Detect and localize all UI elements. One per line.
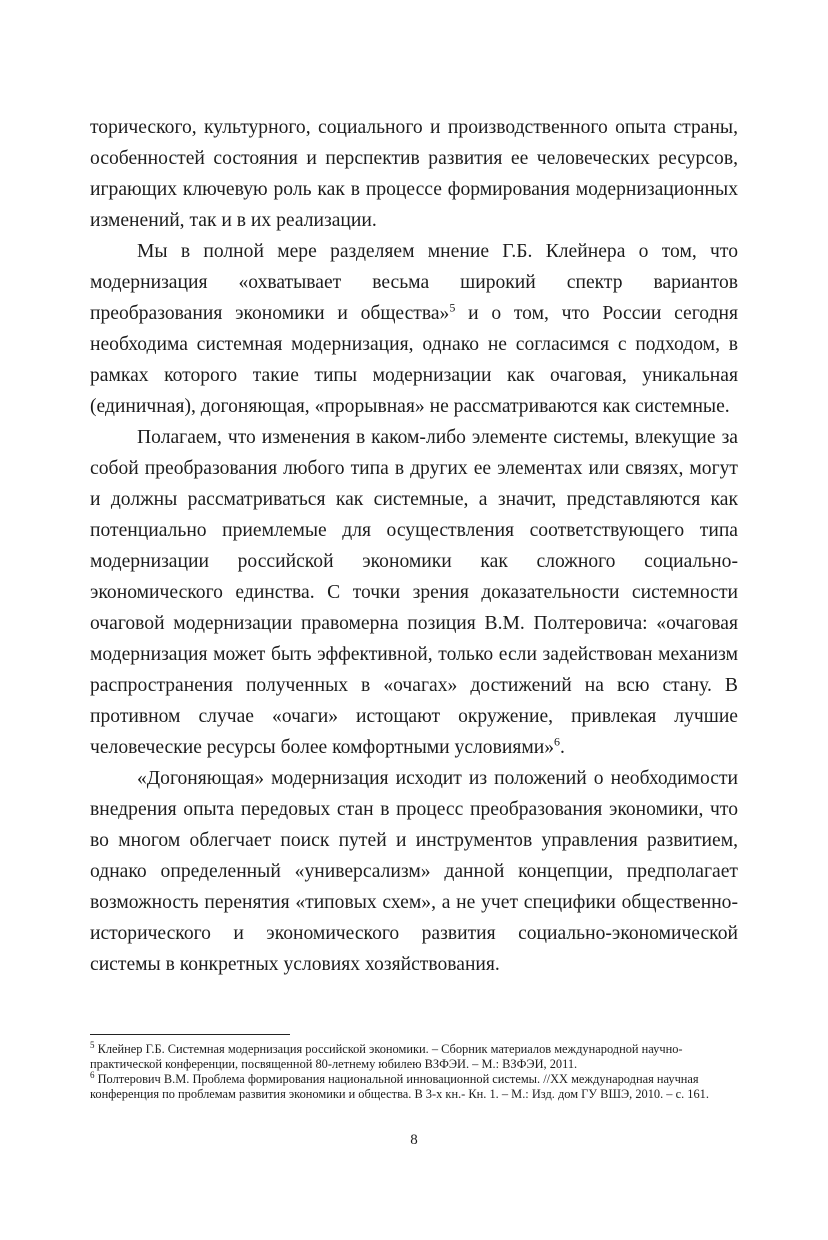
page-body xyxy=(90,112,738,980)
paragraph-2 xyxy=(90,236,738,422)
footnote-divider xyxy=(90,1034,290,1035)
paragraph-3 xyxy=(90,422,738,763)
footnote-6-number: 6 xyxy=(90,1069,95,1080)
footnote-5 xyxy=(90,1039,738,1072)
footnote-6 xyxy=(90,1069,738,1102)
page-number: 8 xyxy=(410,1132,418,1148)
paragraph-1-text: торического, культурного, социального и производственного опыта страны, особенностей состояния и перспектив развития ее человеческих ресурсов, играющих ключевую роль как в процессе формирования модернизационных изменений, так и в их реализации. xyxy=(90,117,738,231)
footnote-ref-6[interactable]: 6 xyxy=(554,734,561,749)
footnote-6-text: Полтерович В.М. Проблема формирования национальной инновационной системы. //XX международная научная конференция по проблемам развития экономики и общества. В 3-х кн.- Кн. 1. – М.: Изд. дом ГУ ВШЭ, 2010. – с. 161. xyxy=(90,1072,709,1101)
paragraph-1 xyxy=(90,112,738,236)
paragraph-3-text-after: . xyxy=(560,737,565,758)
paragraph-4-text: «Догоняющая» модернизация исходит из положений о необходимости внедрения опыта передовых стан в процесс преобразования экономики, что во многом облегчает поиск путей и инструментов управления развитием, однако определенный «универсализм» данной концепции, предполагает возможность перенятия «типовых схем», а не учет специфики общественно-исторического и экономического развития социально-экономической системы в конкретных условиях хозяйствования. xyxy=(90,768,738,975)
paragraph-3-text-before: Полагаем, что изменения в каком-либо элементе системы, влекущие за собой преобразования любого типа в других ее элементах или связях, могут и должны рассматриваться как системные, а значит, представляются как потенциально приемлемые для осуществления соответствующего типа модернизации российской экономики как сложного социально-экономического единства. С точки зрения доказательности системности очаговой модернизации правомерна позиция В.М. Полтеровича: «очаговая модернизация может быть эффективной, только если задействован механизм распространения полученных в «очагах» достижений на всю стану. В противном случае «очаги» истощают окружение, привлекая лучшие человеческие ресурсы более комфортными условиями» xyxy=(90,427,738,758)
footnote-5-text: Клейнер Г.Б. Системная модернизация российской экономики. – Сборник материалов международной научно-практической конференции, посвященной 80-летнему юбилею ВЗФЭИ. – М.: ВЗФЭИ, 2011. xyxy=(90,1042,683,1071)
footnote-5-number: 5 xyxy=(90,1039,95,1050)
paragraph-2-text-after: и о том, что России сегодня необходима системная модернизация, однако не согласимся с подходом, в рамках которого такие типы модернизации как очаговая, уникальная (единичная), догоняющая, «прорывная» не рассматриваются как системные. xyxy=(90,303,738,417)
paragraph-4 xyxy=(90,763,738,980)
footnotes xyxy=(90,1039,738,1102)
footnote-ref-5[interactable]: 5 xyxy=(449,300,456,315)
paragraph-2-text-before: Мы в полной мере разделяем мнение Г.Б. Клейнера о том, что модернизация «охватывает весьма широкий спектр вариантов преобразования экономики и общества» xyxy=(90,241,738,324)
